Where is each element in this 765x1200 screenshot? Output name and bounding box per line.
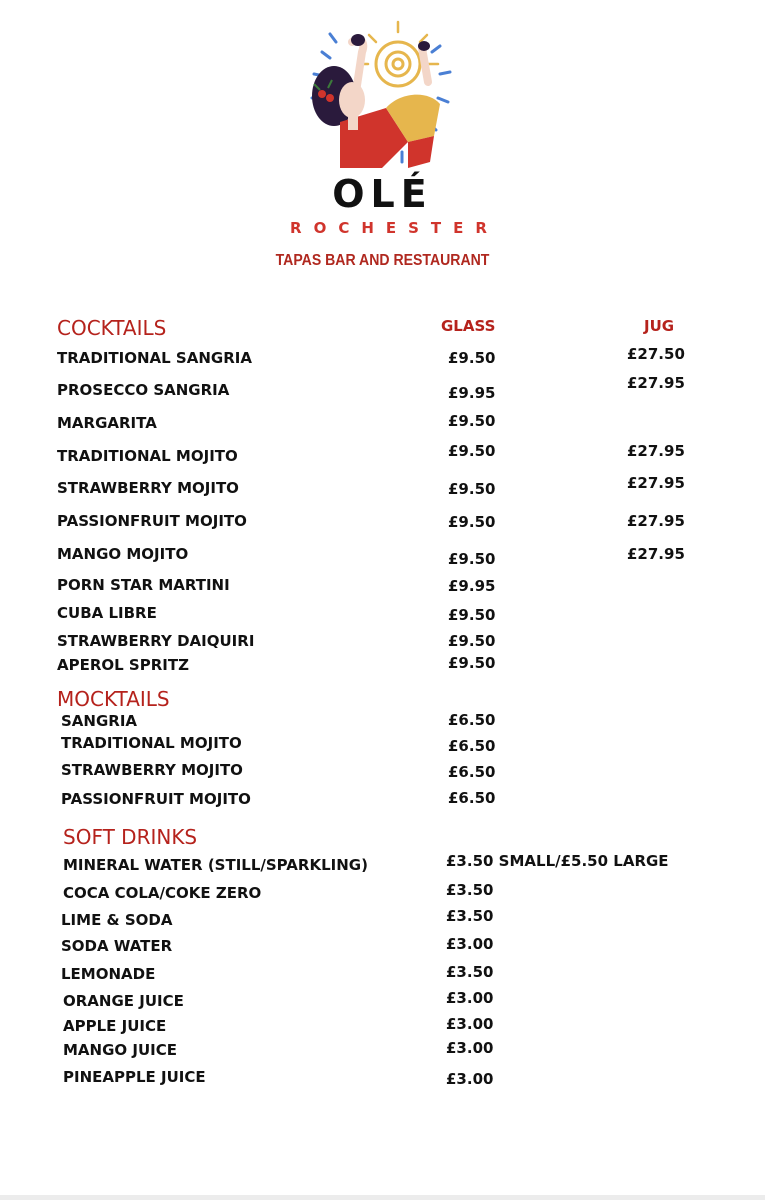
menu-row bbox=[0, 790, 765, 814]
glass-price: £6.50 bbox=[448, 737, 496, 755]
glass-price: £9.50 bbox=[448, 513, 496, 531]
item-name: STRAWBERRY DAIQUIRI bbox=[57, 632, 255, 650]
item-name: APEROL SPRITZ bbox=[57, 656, 189, 674]
menu-row bbox=[0, 474, 765, 503]
menu-row bbox=[0, 656, 765, 680]
column-header-glass: GLASS bbox=[441, 317, 496, 335]
item-name: PROSECCO SANGRIA bbox=[57, 381, 230, 399]
menu-row bbox=[0, 989, 765, 1016]
jug-price: £27.95 bbox=[627, 374, 685, 392]
menu-row bbox=[0, 512, 765, 536]
glass-price: £3.00 bbox=[446, 935, 494, 953]
item-name: MINERAL WATER (STILL/SPARKLING) bbox=[63, 856, 368, 874]
glass-price: £9.95 bbox=[448, 384, 496, 402]
glass-price: £3.00 bbox=[446, 1015, 494, 1033]
jug-price: £27.95 bbox=[627, 474, 685, 492]
item-name: PINEAPPLE JUICE bbox=[63, 1068, 206, 1086]
menu-row bbox=[0, 1041, 765, 1065]
item-name: COCA COLA/COKE ZERO bbox=[63, 884, 262, 902]
jug-price: £27.95 bbox=[627, 545, 685, 563]
item-name: TRADITIONAL MOJITO bbox=[57, 447, 238, 465]
menu-row bbox=[0, 545, 765, 569]
item-name: MANGO JUICE bbox=[63, 1041, 177, 1059]
item-name: LEMONADE bbox=[61, 965, 156, 983]
glass-price: £3.50 SMALL/£5.50 LARGE bbox=[446, 852, 669, 870]
glass-price: £3.50 bbox=[446, 963, 494, 981]
page-bottom-edge bbox=[0, 1195, 765, 1200]
menu-row bbox=[0, 576, 765, 600]
section-title-cocktails: COCKTAILS bbox=[57, 316, 167, 340]
glass-price: £3.50 bbox=[446, 907, 494, 925]
menu-row bbox=[0, 442, 765, 471]
glass-price: £9.50 bbox=[448, 606, 496, 624]
item-name: STRAWBERRY MOJITO bbox=[61, 761, 243, 779]
glass-price: £9.50 bbox=[448, 412, 496, 430]
column-header-jug: JUG bbox=[644, 317, 675, 335]
jug-price: £27.95 bbox=[627, 512, 685, 530]
menu-row bbox=[0, 712, 765, 736]
item-name: SANGRIA bbox=[61, 712, 138, 730]
item-name: MARGARITA bbox=[57, 414, 157, 432]
glass-price: £9.50 bbox=[448, 349, 496, 367]
item-name: PASSIONFRUIT MOJITO bbox=[57, 512, 247, 530]
menu-row bbox=[0, 965, 765, 989]
menu-row bbox=[0, 761, 765, 785]
glass-price: £3.00 bbox=[446, 1039, 494, 1057]
glass-price: £6.50 bbox=[448, 711, 496, 729]
glass-price: £6.50 bbox=[448, 763, 496, 781]
menu-row bbox=[0, 632, 765, 656]
menu-row bbox=[0, 937, 765, 961]
item-name: PASSIONFRUIT MOJITO bbox=[61, 790, 251, 808]
menu-row bbox=[0, 374, 765, 405]
location-name: ROCHESTER bbox=[290, 219, 499, 237]
item-name: SODA WATER bbox=[61, 937, 173, 955]
section-title-mocktails: MOCKTAILS bbox=[57, 687, 170, 711]
jug-price: £27.95 bbox=[627, 442, 685, 460]
glass-price: £9.50 bbox=[448, 550, 496, 568]
menu-row bbox=[0, 852, 765, 880]
menu-row bbox=[0, 1017, 765, 1041]
jug-price: £27.50 bbox=[627, 345, 685, 363]
item-name: APPLE JUICE bbox=[63, 1017, 167, 1035]
item-name: TRADITIONAL SANGRIA bbox=[57, 349, 252, 367]
brand-name: OLÉ bbox=[332, 172, 433, 216]
item-name: STRAWBERRY MOJITO bbox=[57, 479, 239, 497]
item-name: ORANGE JUICE bbox=[63, 992, 184, 1010]
menu-row bbox=[0, 881, 765, 908]
section-title-soft-drinks: SOFT DRINKS bbox=[63, 825, 198, 849]
glass-price: £3.50 bbox=[446, 881, 494, 899]
menu-row bbox=[0, 414, 765, 438]
glass-price: £9.50 bbox=[448, 442, 496, 460]
glass-price: £9.50 bbox=[448, 654, 496, 672]
menu-row bbox=[0, 1068, 765, 1092]
glass-price: £6.50 bbox=[448, 789, 496, 807]
menu-row bbox=[0, 604, 765, 628]
glass-price: £3.00 bbox=[446, 1070, 494, 1088]
glass-price: £3.00 bbox=[446, 989, 494, 1007]
item-name: TRADITIONAL MOJITO bbox=[61, 734, 242, 752]
menu-row bbox=[0, 907, 765, 935]
tagline: TAPAS BAR AND RESTAURANT bbox=[275, 252, 490, 269]
glass-price: £9.50 bbox=[448, 632, 496, 650]
glass-price: £9.50 bbox=[448, 480, 496, 498]
flamenco-dancer-logo bbox=[300, 12, 460, 172]
glass-price: £9.95 bbox=[448, 577, 496, 595]
item-name: CUBA LIBRE bbox=[57, 604, 157, 622]
item-name: LIME & SODA bbox=[61, 911, 173, 929]
item-name: PORN STAR MARTINI bbox=[57, 576, 230, 594]
menu-row bbox=[0, 345, 765, 373]
menu-row bbox=[0, 734, 765, 758]
item-name: MANGO MOJITO bbox=[57, 545, 189, 563]
